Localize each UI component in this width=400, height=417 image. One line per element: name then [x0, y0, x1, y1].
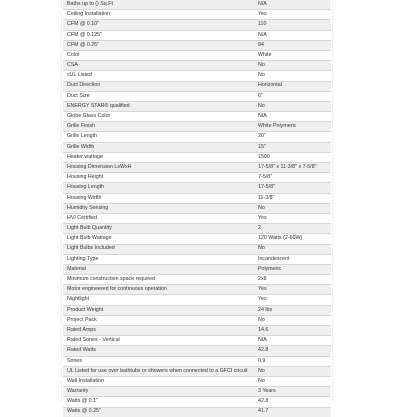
- spec-value: 11-3/8": [256, 193, 331, 203]
- spec-label: Grille Width: [63, 142, 256, 152]
- spec-label: Housing Height: [63, 173, 256, 183]
- spec-label: UL Listed for use over bathtubs or showers when connected to a GFCI circuit: [63, 366, 256, 376]
- spec-label: Wall Installation: [63, 376, 256, 386]
- spec-label: Grille Length: [63, 132, 256, 142]
- spec-row: [63, 203, 331, 213]
- spec-value: No: [256, 71, 331, 81]
- spec-row: [63, 91, 331, 101]
- spec-row: [63, 234, 331, 244]
- spec-label: Light Bulbs Included: [63, 244, 256, 254]
- spec-label: Warranty: [63, 387, 256, 397]
- spec-value: Yes: [256, 213, 331, 223]
- spec-label: CSA: [63, 61, 256, 71]
- spec-row: [63, 112, 331, 122]
- spec-row: [63, 10, 331, 20]
- spec-row: [63, 275, 331, 285]
- spec-label: Product Weight: [63, 305, 256, 315]
- spec-row: [63, 305, 331, 315]
- spec-label: Globe Glass Color: [63, 112, 256, 122]
- spec-label: Housing Width: [63, 193, 256, 203]
- spec-row: [63, 81, 331, 91]
- spec-label: Baths up to () Sq.Ft: [63, 0, 256, 10]
- spec-value: Yes: [256, 285, 331, 295]
- spec-value: N/A: [256, 336, 331, 346]
- spec-row: [63, 20, 331, 30]
- spec-row: [63, 376, 331, 386]
- spec-row: [63, 244, 331, 254]
- spec-label: Watts @ 0.1": [63, 397, 256, 407]
- spec-label: Rated Watts: [63, 346, 256, 356]
- spec-value: 0.9: [256, 356, 331, 366]
- spec-label: Rated Amps: [63, 326, 256, 336]
- specifications-panel: [62, 0, 332, 415]
- spec-value: 42.8: [256, 346, 331, 356]
- spec-row: [63, 264, 331, 274]
- spec-label: Ceiling Installation: [63, 10, 256, 20]
- spec-row: [63, 397, 331, 407]
- spec-value: 41.7: [256, 407, 331, 417]
- spec-value: Incandescent: [256, 254, 331, 264]
- spec-value: 15": [256, 142, 331, 152]
- spec-value: 120 Watts (2-60W): [256, 234, 331, 244]
- spec-row: [63, 71, 331, 81]
- spec-label: Material: [63, 264, 256, 274]
- spec-row: [63, 213, 331, 223]
- spec-value: 14.6: [256, 326, 331, 336]
- spec-label: HVI Certified: [63, 213, 256, 223]
- spec-value: 2x8: [256, 275, 331, 285]
- spec-row: [63, 152, 331, 162]
- specifications-table: [63, 0, 331, 417]
- spec-label: Motor engineered for continuous operation: [63, 285, 256, 295]
- spec-label: ENERGY STAR® qualified: [63, 101, 256, 111]
- spec-value: No: [256, 366, 331, 376]
- spec-row: [63, 101, 331, 111]
- spec-row: [63, 326, 331, 336]
- spec-value: Yes: [256, 295, 331, 305]
- spec-label: CFM @ 0.125": [63, 30, 256, 40]
- spec-label: Humidity Sensing: [63, 203, 256, 213]
- spec-row: [63, 40, 331, 50]
- spec-value: 17-5/8": [256, 183, 331, 193]
- spec-value: No: [256, 61, 331, 71]
- spec-row: [63, 142, 331, 152]
- spec-row: [63, 356, 331, 366]
- spec-label: CFM @ 0.10": [63, 20, 256, 30]
- spec-row: [63, 163, 331, 173]
- spec-value: No: [256, 244, 331, 254]
- spec-row: [63, 315, 331, 325]
- spec-row: [63, 336, 331, 346]
- spec-row: [63, 50, 331, 60]
- spec-label: Duct Direction: [63, 81, 256, 91]
- spec-label: Rated Sones - Vertical: [63, 336, 256, 346]
- spec-value: 84: [256, 40, 331, 50]
- spec-row: [63, 285, 331, 295]
- spec-row: [63, 254, 331, 264]
- spec-value: Yes: [256, 10, 331, 20]
- spec-row: [63, 407, 331, 417]
- spec-label: Watts @ 0.25": [63, 407, 256, 417]
- spec-row: [63, 173, 331, 183]
- spec-value: 42.8: [256, 397, 331, 407]
- spec-value: 24 lbs: [256, 305, 331, 315]
- spec-row: [63, 346, 331, 356]
- spec-value: No: [256, 315, 331, 325]
- spec-row: [63, 193, 331, 203]
- spec-value: No: [256, 101, 331, 111]
- spec-row: [63, 295, 331, 305]
- spec-label: Light Bulb Quantity: [63, 224, 256, 234]
- spec-label: Light Bulb Wattage: [63, 234, 256, 244]
- spec-value: No: [256, 203, 331, 213]
- spec-value: No: [256, 376, 331, 386]
- spec-row: [63, 387, 331, 397]
- spec-label: Project Pack: [63, 315, 256, 325]
- spec-value: 17-5/8" x 11-3/8" x 7-5/8": [256, 163, 331, 173]
- spec-value: 7-5/8": [256, 173, 331, 183]
- spec-value: Horizontal: [256, 81, 331, 91]
- spec-label: cUL Listed: [63, 71, 256, 81]
- specifications-table-body: [63, 0, 331, 417]
- spec-value: N/A: [256, 0, 331, 10]
- spec-label: Grille Finish: [63, 122, 256, 132]
- spec-value: 3 Years: [256, 387, 331, 397]
- spec-label: Nightlight: [63, 295, 256, 305]
- spec-label: Lighting Type: [63, 254, 256, 264]
- spec-value: N/A: [256, 30, 331, 40]
- spec-value: 2: [256, 224, 331, 234]
- spec-label: Housing Length: [63, 183, 256, 193]
- spec-row: [63, 366, 331, 376]
- spec-row: [63, 30, 331, 40]
- spec-row: [63, 122, 331, 132]
- spec-label: Duct Size: [63, 91, 256, 101]
- spec-value: 6": [256, 91, 331, 101]
- spec-value: 1500: [256, 152, 331, 162]
- spec-row: [63, 132, 331, 142]
- spec-value: White Polymeric: [256, 122, 331, 132]
- spec-value: White: [256, 50, 331, 60]
- spec-label: Minimum construction space required: [63, 275, 256, 285]
- spec-row: [63, 61, 331, 71]
- spec-value: Polymeric: [256, 264, 331, 274]
- spec-label: Heater wattage: [63, 152, 256, 162]
- spec-row: [63, 224, 331, 234]
- spec-label: CFM @ 0.25": [63, 40, 256, 50]
- spec-label: Color: [63, 50, 256, 60]
- spec-value: N/A: [256, 112, 331, 122]
- spec-row: [63, 183, 331, 193]
- spec-label: Sones: [63, 356, 256, 366]
- spec-value: 110: [256, 20, 331, 30]
- spec-value: 20": [256, 132, 331, 142]
- spec-row: [63, 0, 331, 10]
- spec-label: Housing Dimension LxWxH: [63, 163, 256, 173]
